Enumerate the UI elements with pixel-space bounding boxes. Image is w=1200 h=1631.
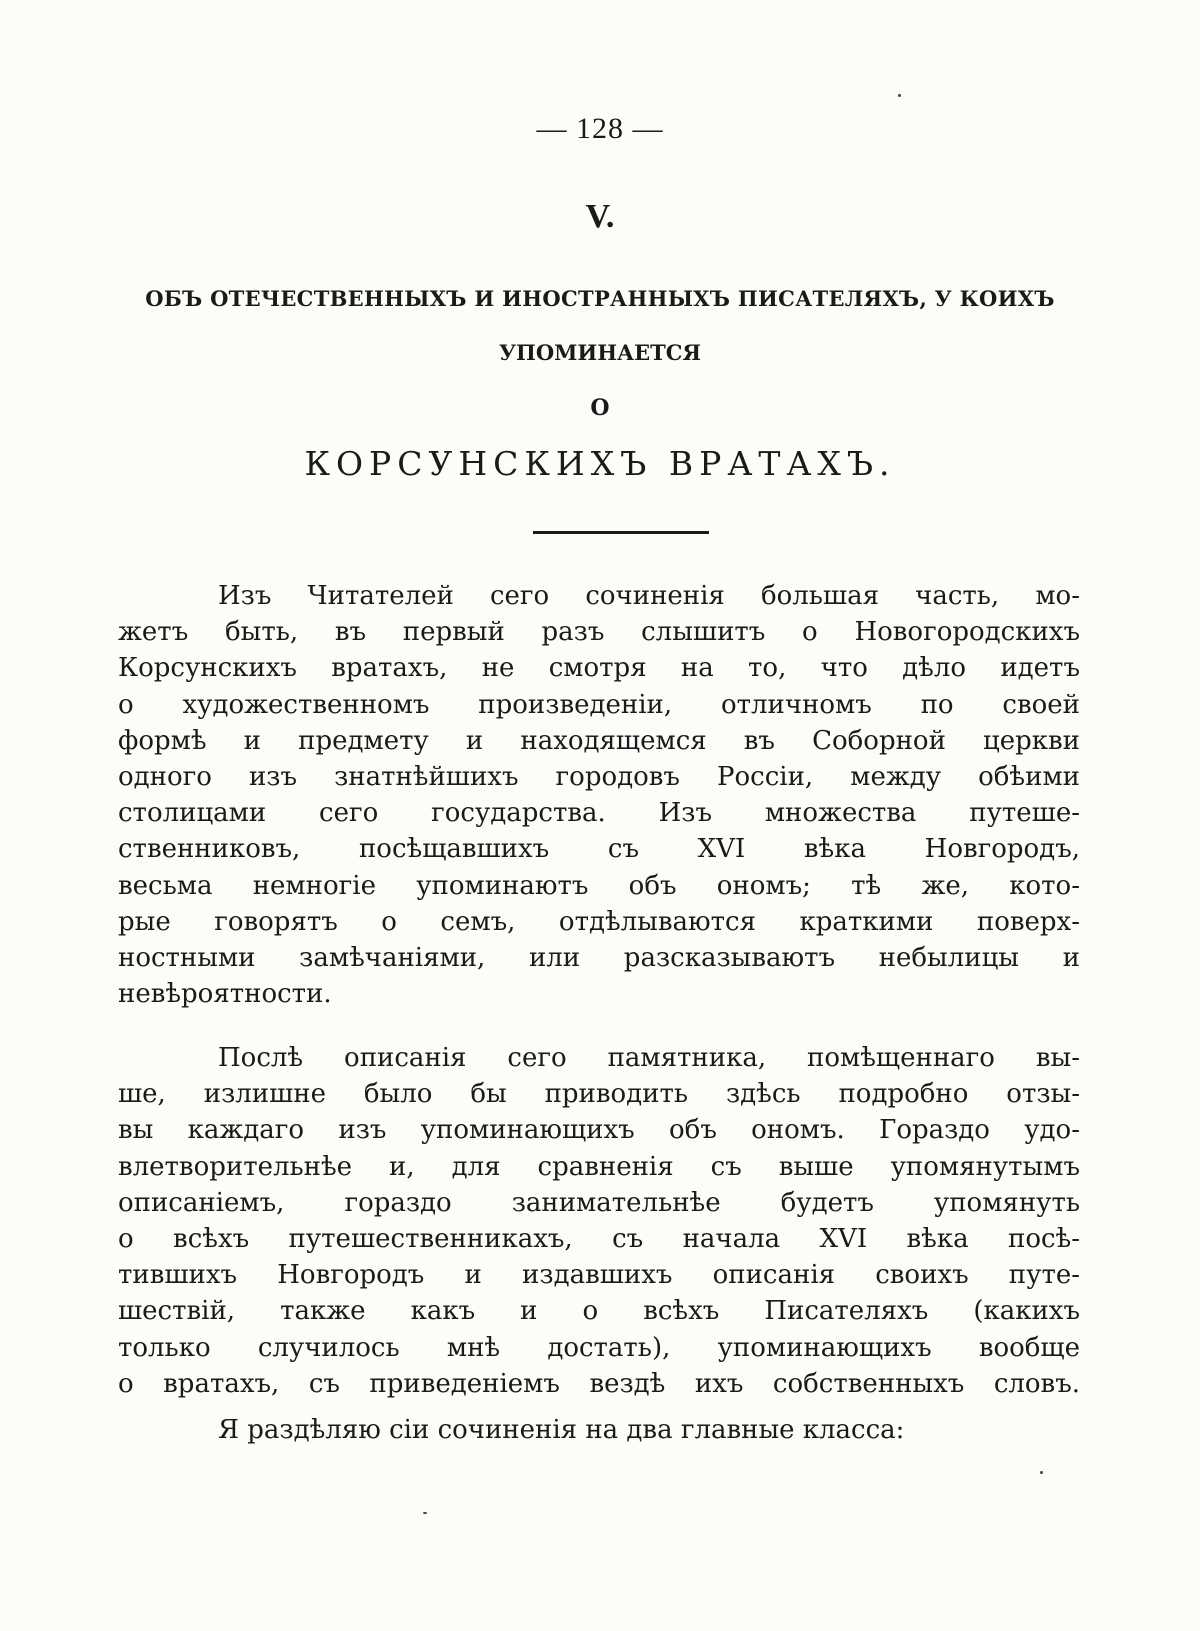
paragraph-line: только случилось мнѣ достать), упоминающихъ вообще xyxy=(118,1332,1080,1363)
paper-speck xyxy=(898,94,901,97)
page-number: — 128 — xyxy=(536,112,664,145)
paragraph-line: вы каждаго изъ упоминающихъ объ ономъ. Гораздо удо- xyxy=(118,1115,1080,1146)
chapter-heading-line-1: ОБЪ ОТЕЧЕСТВЕННЫХЪ И ИНОСТРАННЫХЪ ПИСАТЕЛЯХЪ, У КОИХЪ xyxy=(145,286,1055,311)
paper-speck xyxy=(423,1512,427,1514)
paragraph-line: Изъ Читателей сего сочиненія большая часть, мо- xyxy=(218,581,1080,611)
paragraph-line: Я раздѣляю сіи сочиненія на два главные класса: xyxy=(218,1415,905,1445)
paragraph-line: шествій, также какъ и о всѣхъ Писателяхъ (какихъ xyxy=(118,1296,1080,1327)
paragraph-line: о художественномъ произведеніи, отличномъ по своей xyxy=(118,689,1080,720)
paragraph-line: влетворительнѣе и, для сравненія съ выше упомянутымъ xyxy=(118,1151,1080,1182)
paragraph-1 xyxy=(118,578,1080,1012)
section-divider xyxy=(533,531,709,534)
paragraph-line: невѣроятности. xyxy=(118,979,332,1010)
paragraph-line: одного изъ знатнѣйшихъ городовъ Россіи, между обѣими xyxy=(118,762,1080,793)
paragraph-line: о всѣхъ путешественникахъ, съ начала XVI вѣка посѣ- xyxy=(118,1224,1080,1255)
chapter-heading-line-2: УПОМИНАЕТСЯ xyxy=(498,340,702,365)
paragraph-line: ственниковъ, посѣщавшихъ съ XVI вѣка Новгородъ, xyxy=(118,834,1080,865)
chapter-title: КОРСУНСКИХЪ ВРАТАХЪ. xyxy=(304,444,896,483)
paper-speck xyxy=(1040,1471,1043,1474)
paragraph-line: о вратахъ, съ приведеніемъ вездѣ ихъ собственныхъ словъ. xyxy=(118,1368,1080,1399)
paragraph-line: столицами сего государства. Изъ множества путеше- xyxy=(118,798,1080,829)
paragraph-2 xyxy=(118,1040,1080,1402)
paragraph-line: описаніемъ, гораздо занимательнѣе будетъ упомянуть xyxy=(118,1187,1080,1218)
paragraph-line: жетъ быть, въ первый разъ слышитъ о Новогородскихъ xyxy=(118,617,1080,648)
paragraph-line: весьма немногіе упоминаютъ объ ономъ; тѣ же, кото- xyxy=(118,870,1080,901)
paragraph-line: тившихъ Новгородъ и издавшихъ описанія своихъ путе- xyxy=(118,1260,1080,1291)
paragraph-line: Корсунскихъ вратахъ, не смотря на то, что дѣло идетъ xyxy=(118,653,1080,684)
paragraph-line: ше, излишне было бы приводить здѣсь подробно отзы- xyxy=(118,1079,1080,1110)
paragraph-line: формѣ и предмету и находящемся въ Соборной церкви xyxy=(118,725,1080,756)
section-numeral: V. xyxy=(585,198,615,235)
chapter-heading-connector: О xyxy=(590,395,610,421)
paragraph-line: ностными замѣчаніями, или разсказываютъ небылицы и xyxy=(118,943,1080,974)
paragraph-line: рые говорятъ о семъ, отдѣлываются краткими поверх- xyxy=(118,906,1080,937)
paragraph-line: Послѣ описанія сего памятника, помѣщеннаго вы- xyxy=(218,1043,1080,1073)
paragraph-3 xyxy=(118,1412,1080,1448)
